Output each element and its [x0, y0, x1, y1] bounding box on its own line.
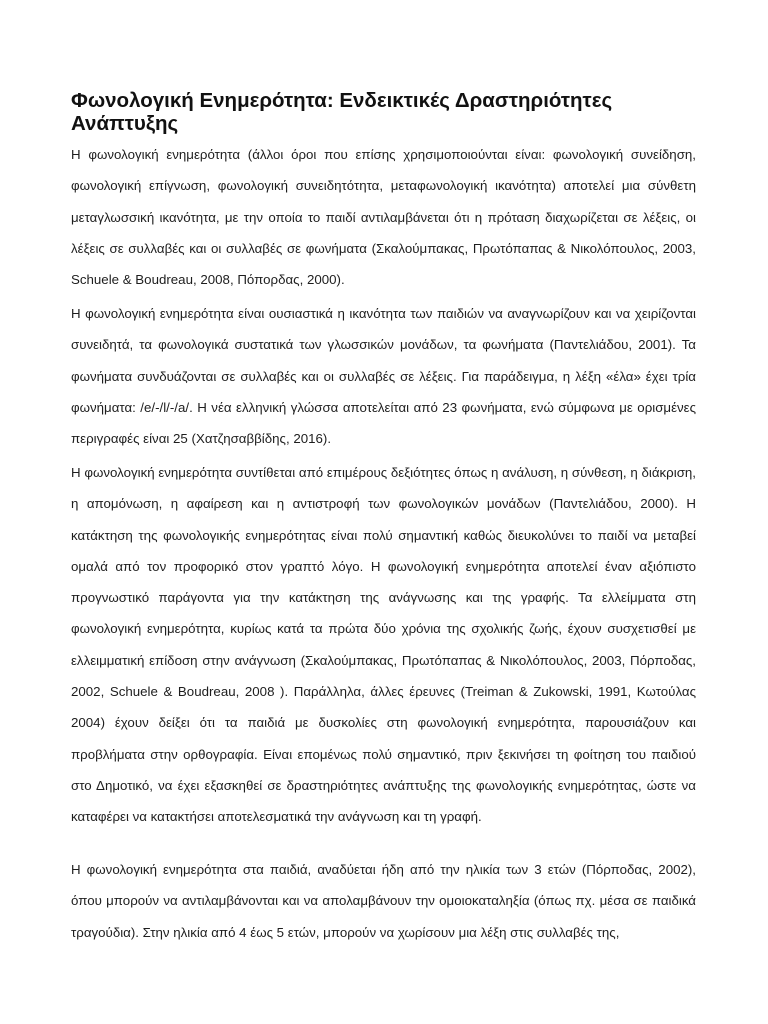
paragraph-phonemes: Η φωνολογική ενημερότητα είναι ουσιαστικά η ικανότητα των παιδιών να αναγνωρίζουν και να χειρίζονται συνειδητά, τα φωνολογικά συστατικά των γλωσσικών μονάδων, τα φωνήματα (Παντελιάδου, 2001). Τα φωνήματα συνδυάζονται σε συλλαβές και οι συλλαβές σε λέξεις. Για παράδειγμα, η λέξη «έλα» έχει τρία φωνήματα: /e/-/l/-/a/. Η νέα ελληνική γλώσσα αποτελείται από 23 φωνήματα, ενώ σύμφωνα με ορισμένες περιγραφές είναι 25 (Χατζησαββίδης, 2016). — [71, 306, 696, 447]
paragraph-development: Η φωνολογική ενημερότητα στα παιδιά, αναδύεται ήδη από την ηλικία των 3 ετών (Πόρποδας, 2002), όπου μπορούν να αντιλαμβάνονται και να απολαμβάνουν την ομοιοκαταληξία (όπως πχ. μέσα σε παιδικά τραγούδια). Στην ηλικία από 4 έως 5 ετών, μπορούν να χωρίσουν μια λέξη στις συλλαβές της, — [71, 862, 696, 940]
paragraph-definition: Η φωνολογική ενημερότητα (άλλοι όροι που επίσης χρησιμοποιούνται είναι: φωνολογική συνείδηση, φωνολογική επίγνωση, φωνολογική συνειδητότητα, μεταφωνολογική ικανότητα) αποτελεί μια σύνθετη μεταγλωσσική ικανότητα, με την οποία το παιδί αντιλαμβάνεται ότι η πρόταση διαχωρίζεται σε λέξεις, οι λέξεις σε συλλαβές και οι συλλαβές σε φωνήματα (Σκαλούμπακας, Πρωτόπαπας & Νικολόπουλος, 2003, Schuele & Boudreau, 2008, Πόπορδας, 2000). — [71, 147, 696, 288]
paragraph-skills: Η φωνολογική ενημερότητα συντίθεται από επιμέρους δεξιότητες όπως η ανάλυση, η σύνθεση, η διάκριση, η απομόνωση, η αφαίρεση και η αντιστροφή των φωνολογικών μονάδων (Παντελιάδου, 2000). Η κατάκτηση της φωνολογικής ενημερότητας είναι πολύ σημαντική καθώς διευκολύνει το παιδί να μεταβεί ομαλά από τον προφορικό στον γραπτό λόγο. Η φωνολογική ενημερότητα αποτελεί έναν αξιόπιστο προγνωστικό παράγοντα για την κατάκτηση της ανάγνωσης και της γραφής. Τα ελλείμματα στη φωνολογική ενημερότητα, κυρίως κατά τα πρώτα δύο χρόνια της σχολικής ζωής, έχουν συσχετισθεί με ελλειμματική επίδοση στην ανάγνωση (Σκαλούμπακας, Πρωτόπαπας & Νικολόπουλος, 2003, Πόρποδας, 2002, Schuele & Boudreau, 2008 ). Παράλληλα, άλλες έρευνες (Treiman & Zukowski, 1991, Κωτούλας 2004) έχουν δείξει ότι τα παιδιά με δυσκολίες στη φωνολογική ενημερότητα, παρουσιάζουν και προβλήματα στην ορθογραφία. Είναι επομένως πολύ σημαντικό, πριν ξεκινήσει τη φοίτηση του παιδιού στο Δημοτικό, να έχει εξασκηθεί σε δραστηριότητες ανάπτυξης της φωνολογικής ενημερότητας, ώστε να καταφέρει να κατακτήσει αποτελεσματικά την ανάγνωση και τη γραφή. — [71, 465, 696, 825]
document-title: Φωνολογική Ενημερότητα: Ενδεικτικές Δραστηριότητες Ανάπτυξης — [71, 89, 613, 135]
